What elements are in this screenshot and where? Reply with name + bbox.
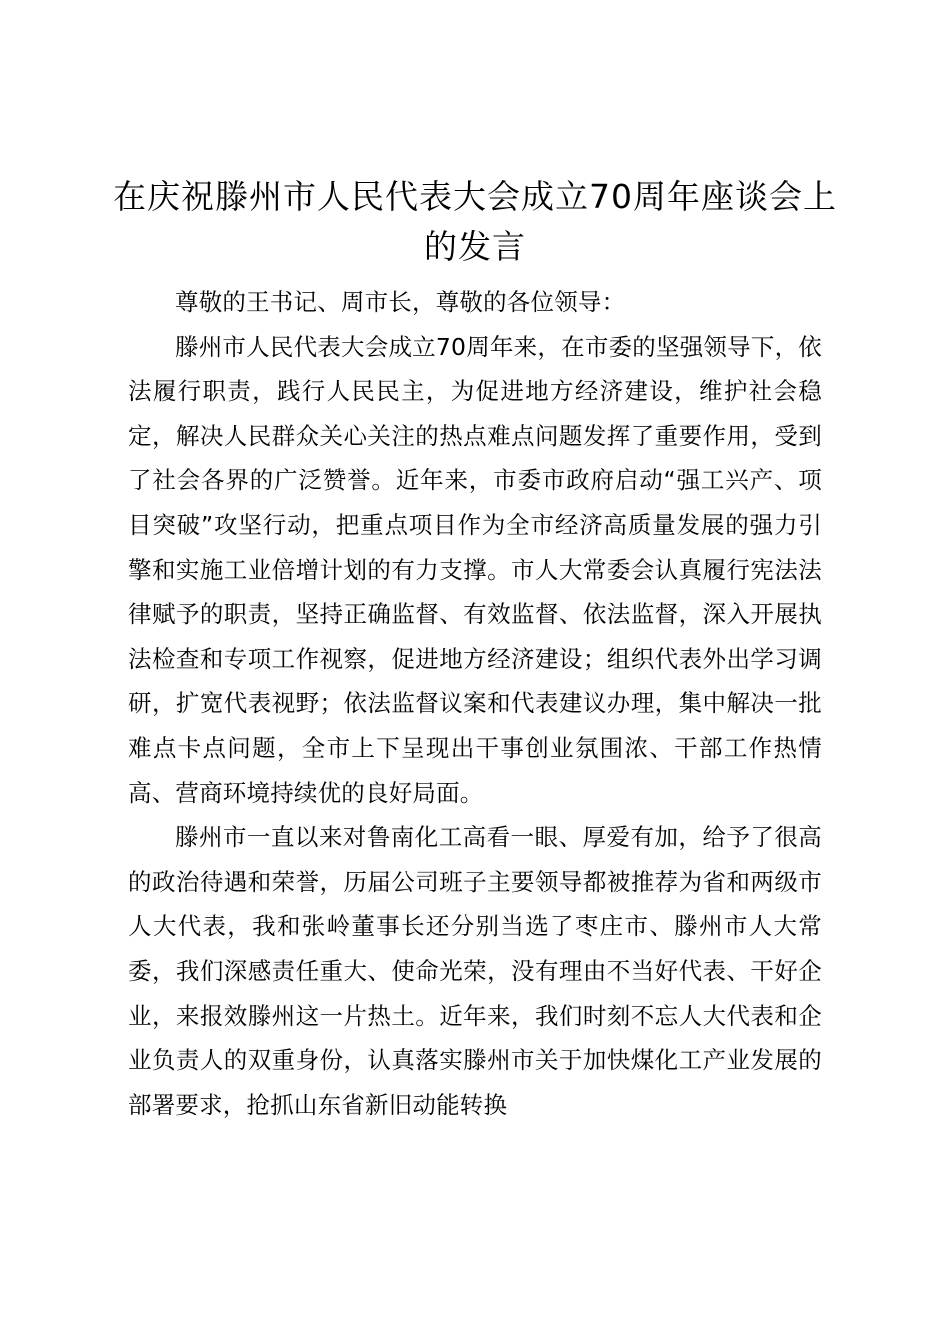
paragraph-1: 滕州市人民代表大会成立70周年来，在市委的坚强领导下，依法履行职责，践行人民民主，为促进地方经济建设，维护社会稳定，解决人民群众关心关注的热点难点问题发挥了重要作用，受到了社会各界的广泛赞誉。近年来，市委市政府启动“强工兴产、项目突破”攻坚行动，把重点项目作为全市经济高质量发展的强力引擎和实施工业倍增计划的有力支撑。市人大常委会认真履行宪法法律赋予的职责，坚持正确监督、有效监督、依法监督，深入开展执法检查和专项工作视察，促进地方经济建设；组织代表外出学习调研，扩宽代表视野；依法监督议案和代表建议办理，集中解决一批难点卡点问题，全市上下呈现出干事创业氛围浓、干部工作热情高、营商环境持续优的良好局面。 bbox=[128, 332, 822, 807]
document-body bbox=[128, 280, 822, 1127]
document-title: 在庆祝滕州市人民代表大会成立70周年座谈会上的发言 bbox=[113, 177, 837, 266]
salutation: 尊敬的王书记、周市长，尊敬的各位领导： bbox=[175, 288, 626, 316]
paragraph-2: 滕州市一直以来对鲁南化工高看一眼、厚爱有加，给予了很高的政治待遇和荣誉，历届公司班子主要领导都被推荐为省和两级市人大代表，我和张岭董事长还分别当选了枣庄市、滕州市人大常委，我们深感责任重大、使命光荣，没有理由不当好代表、干好企业，来报效滕州这一片热土。近年来，我们时刻不忘人大代表和企业负责人的双重身份，认真落实滕州市关于加快煤化工产业发展的部署要求，抢抓山东省新旧动能转换 bbox=[128, 823, 822, 1119]
